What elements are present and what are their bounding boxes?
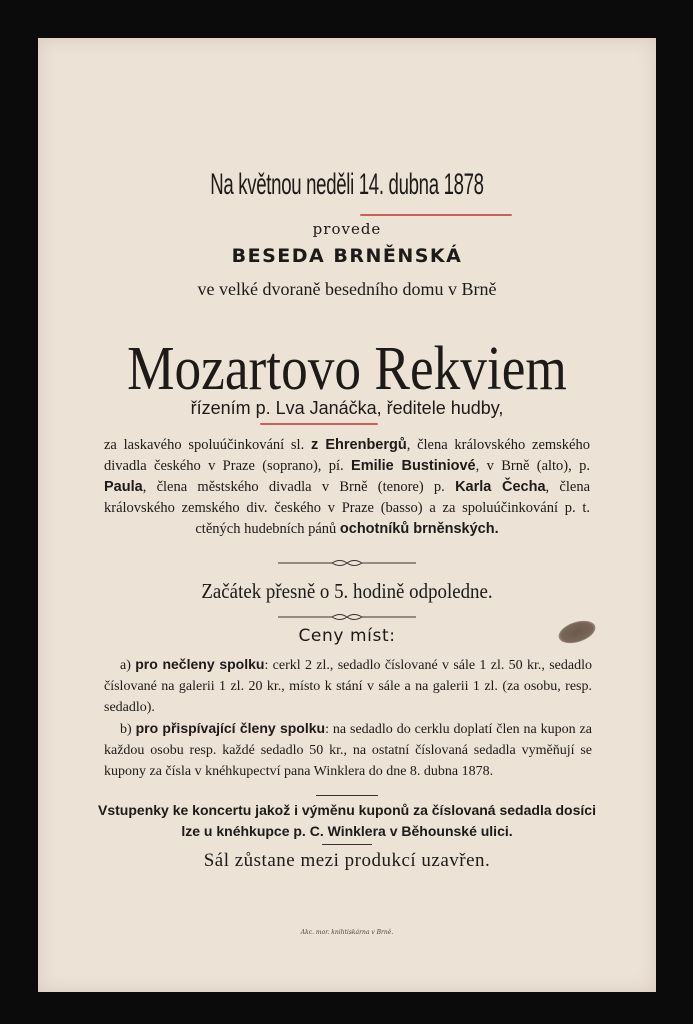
performers-text-5: , člena královského zemského div. českého v Praze (basso) a za spoluúčinkování p. t. ctěných hudebních pánů <box>104 479 590 537</box>
separator-rule <box>322 844 372 845</box>
price-item-a <box>104 654 592 718</box>
poster-title: Na květnou neděli 14. dubna 1878 <box>210 168 484 201</box>
performers-text-1: za laskavého spoluúčinkování sl. <box>104 437 311 453</box>
price-a-label: pro nečleny spolku <box>135 656 265 672</box>
start-time: Začátek přesně o 5. hodině odpoledne. <box>201 579 493 603</box>
performer-paula: Paula <box>104 479 143 495</box>
prices-heading: Ceny míst: <box>298 626 396 646</box>
performer-ochotnici: ochotníků brněnských. <box>339 521 499 537</box>
performer-cech: Karla Čecha <box>455 479 546 495</box>
performer-ehrenberg: z Ehrenbergů <box>310 437 407 453</box>
conductor-red-underline <box>260 423 378 425</box>
separator-rule <box>316 795 378 796</box>
society-name: BESEDA BRNĚNSKÁ <box>231 245 463 267</box>
price-b-label: pro přispívající členy spolku <box>135 720 326 736</box>
performers-text-3: , v Brně (alto), p. <box>475 458 590 474</box>
work-title: Mozartovo Rekviem <box>127 335 567 403</box>
provede-text: provede <box>312 220 382 238</box>
performers-text-4: , člena městského divadla v Brně (tenore) p. <box>142 479 456 495</box>
price-a-prefix: a) <box>120 658 136 673</box>
printer-imprint: Akc. mor. knihtiskárna v Brně. <box>300 929 394 936</box>
price-b-text: : na sedadlo do cerklu doplatí člen na kupon za každou osobu resp. každé sedadlo 50 kr., na ostatní číslovaná sedadla vyměňují se kupony za čísla v knéhkupectví pana Winklera do dne 8. dubna 1878. <box>104 722 592 779</box>
ornament-divider <box>274 558 420 568</box>
conductor-line: řízením p. Lva Janáčka, ředitele hudby, <box>190 398 504 418</box>
prices-block <box>104 654 592 782</box>
tickets-info: Vstupenky ke koncertu jakož i výměnu kuponů za číslovaná sedadla dosíci lze u knéhkupce p. C. Winklera v Běhounské ulici. <box>98 802 596 839</box>
performers-text-2: , člena královského zemského divadla českého v Praze (soprano), pí. <box>104 437 590 474</box>
poster-sheet <box>38 38 656 992</box>
ornament-divider <box>274 612 420 622</box>
closing-text: Sál zůstane mezi produkcí uzavřen. <box>203 850 491 871</box>
price-b-prefix: b) <box>120 722 136 737</box>
venue-text: ve velké dvoraně besedního domu v Brně <box>197 279 497 299</box>
title-red-underline <box>360 214 512 216</box>
performer-bustiniova: Emilie Bustiniové <box>351 458 476 474</box>
price-a-text: : cerkl 2 zl., sedadlo číslované v sále 1 zl. 50 kr., sedadlo číslované na galerii 1 zl. 20 kr., místo k stání v sále a na galerii 1 zl. (za osobu, resp. sedadlo). <box>104 658 592 715</box>
performers-paragraph <box>104 435 590 540</box>
price-item-b <box>104 718 592 782</box>
